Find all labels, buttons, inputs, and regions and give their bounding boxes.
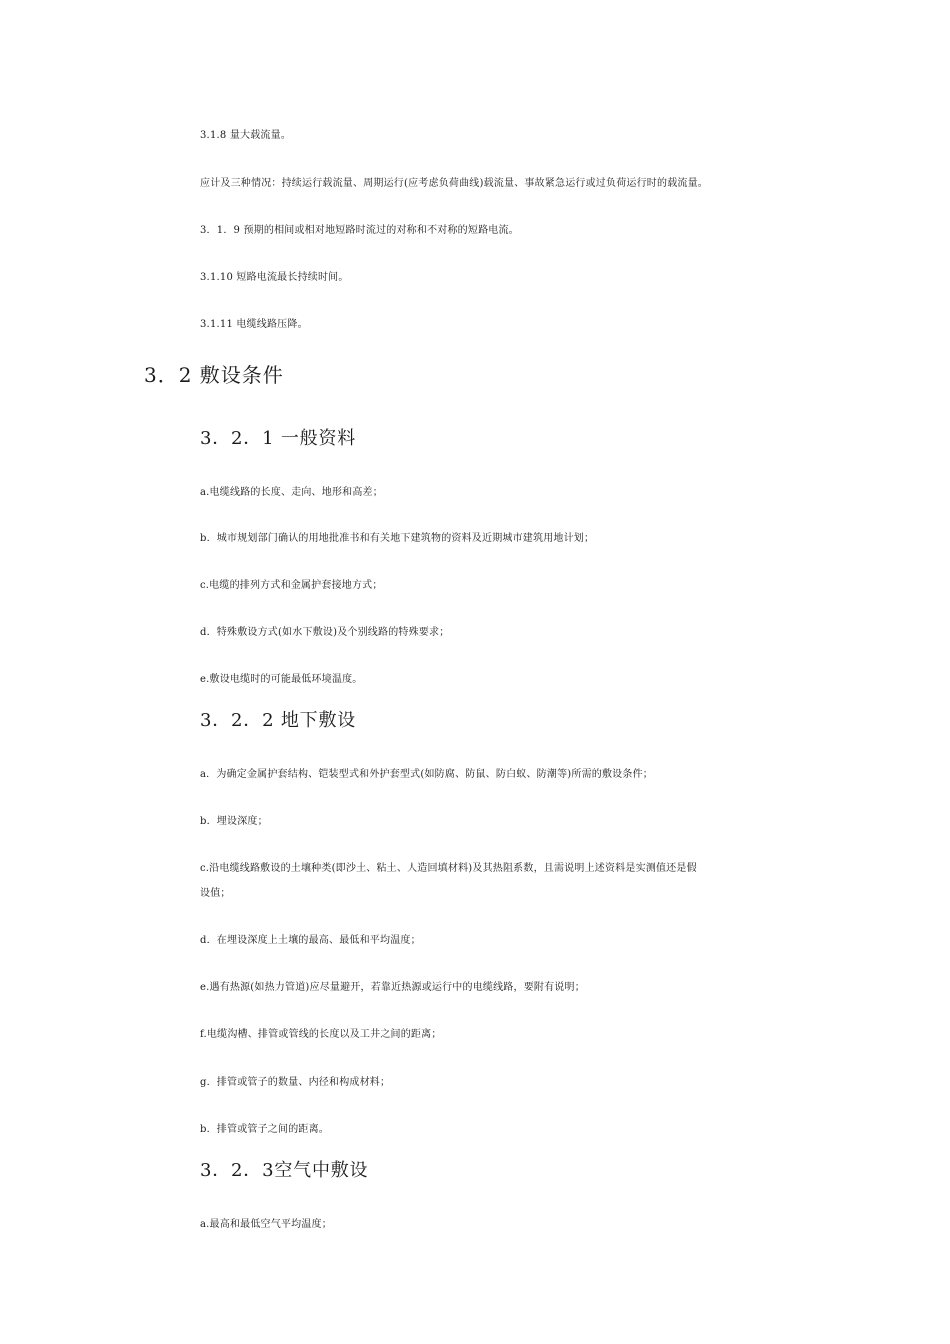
list-item-continuation: 设值； bbox=[200, 888, 231, 899]
clause-3-1-11: 3.1.11 电缆线路压降。 bbox=[200, 319, 308, 330]
clause-3-1-9: 3．1．9 预期的相间或相对地短路时流过的对称和不对称的短路电流。 bbox=[200, 225, 519, 236]
subsection-heading-3-2-2: 3．2．2 地下敷设 bbox=[200, 710, 357, 731]
list-item: g．排管或管子的数量、内径和构成材料； bbox=[200, 1077, 391, 1088]
list-item: b．城市规划部门确认的用地批准书和有关地下建筑物的资料及近期城市建筑用地计划； bbox=[200, 533, 595, 544]
section-heading-3-2: 3．2 敷设条件 bbox=[144, 363, 284, 387]
list-item: a.电缆线路的长度、走向、地形和高差； bbox=[200, 487, 383, 498]
list-item: c.沿电缆线路敷设的土壤种类(即沙土、粘土、人造回填材料)及其热阻系数，且需说明上述资料是实测值还是假 bbox=[200, 863, 697, 874]
list-item: a．为确定金属护套结构、铠装型式和外护套型式(如防腐、防鼠、防白蚁、防潮等)所需的敷设条件； bbox=[200, 769, 653, 780]
list-item: d．特殊敷设方式(如水下敷设)及个别线路的特殊要求； bbox=[200, 627, 450, 638]
subsection-heading-3-2-1: 3．2．1 一般资料 bbox=[200, 428, 357, 449]
clause-3-1-10: 3.1.10 短路电流最长持续时间。 bbox=[200, 272, 349, 283]
list-item: f.电缆沟槽、排管或管线的长度以及工井之间的距离； bbox=[200, 1029, 442, 1040]
list-item: b．埋设深度； bbox=[200, 816, 268, 827]
list-item: e.敷设电缆时的可能最低环境温度。 bbox=[200, 674, 363, 685]
list-item: e.遇有热源(如热力管道)应尽量避开，若靠近热源或运行中的电缆线路，要附有说明； bbox=[200, 982, 585, 993]
subsection-heading-3-2-3: 3．2．3空气中敷设 bbox=[200, 1160, 369, 1181]
list-item: d．在埋设深度上土壤的最高、最低和平均温度； bbox=[200, 935, 421, 946]
clause-3-1-8-detail: 应计及三种情况：持续运行载流量、周期运行(应考虑负荷曲线)载流量、事故紧急运行或过负荷运行时的载流量。 bbox=[200, 178, 709, 189]
list-item: a.最高和最低空气平均温度； bbox=[200, 1219, 332, 1230]
clause-3-1-8: 3.1.8 量大载流量。 bbox=[200, 130, 292, 141]
list-item: b．排管或管子之间的距离。 bbox=[200, 1124, 330, 1135]
list-item: c.电缆的排列方式和金属护套接地方式； bbox=[200, 580, 383, 591]
